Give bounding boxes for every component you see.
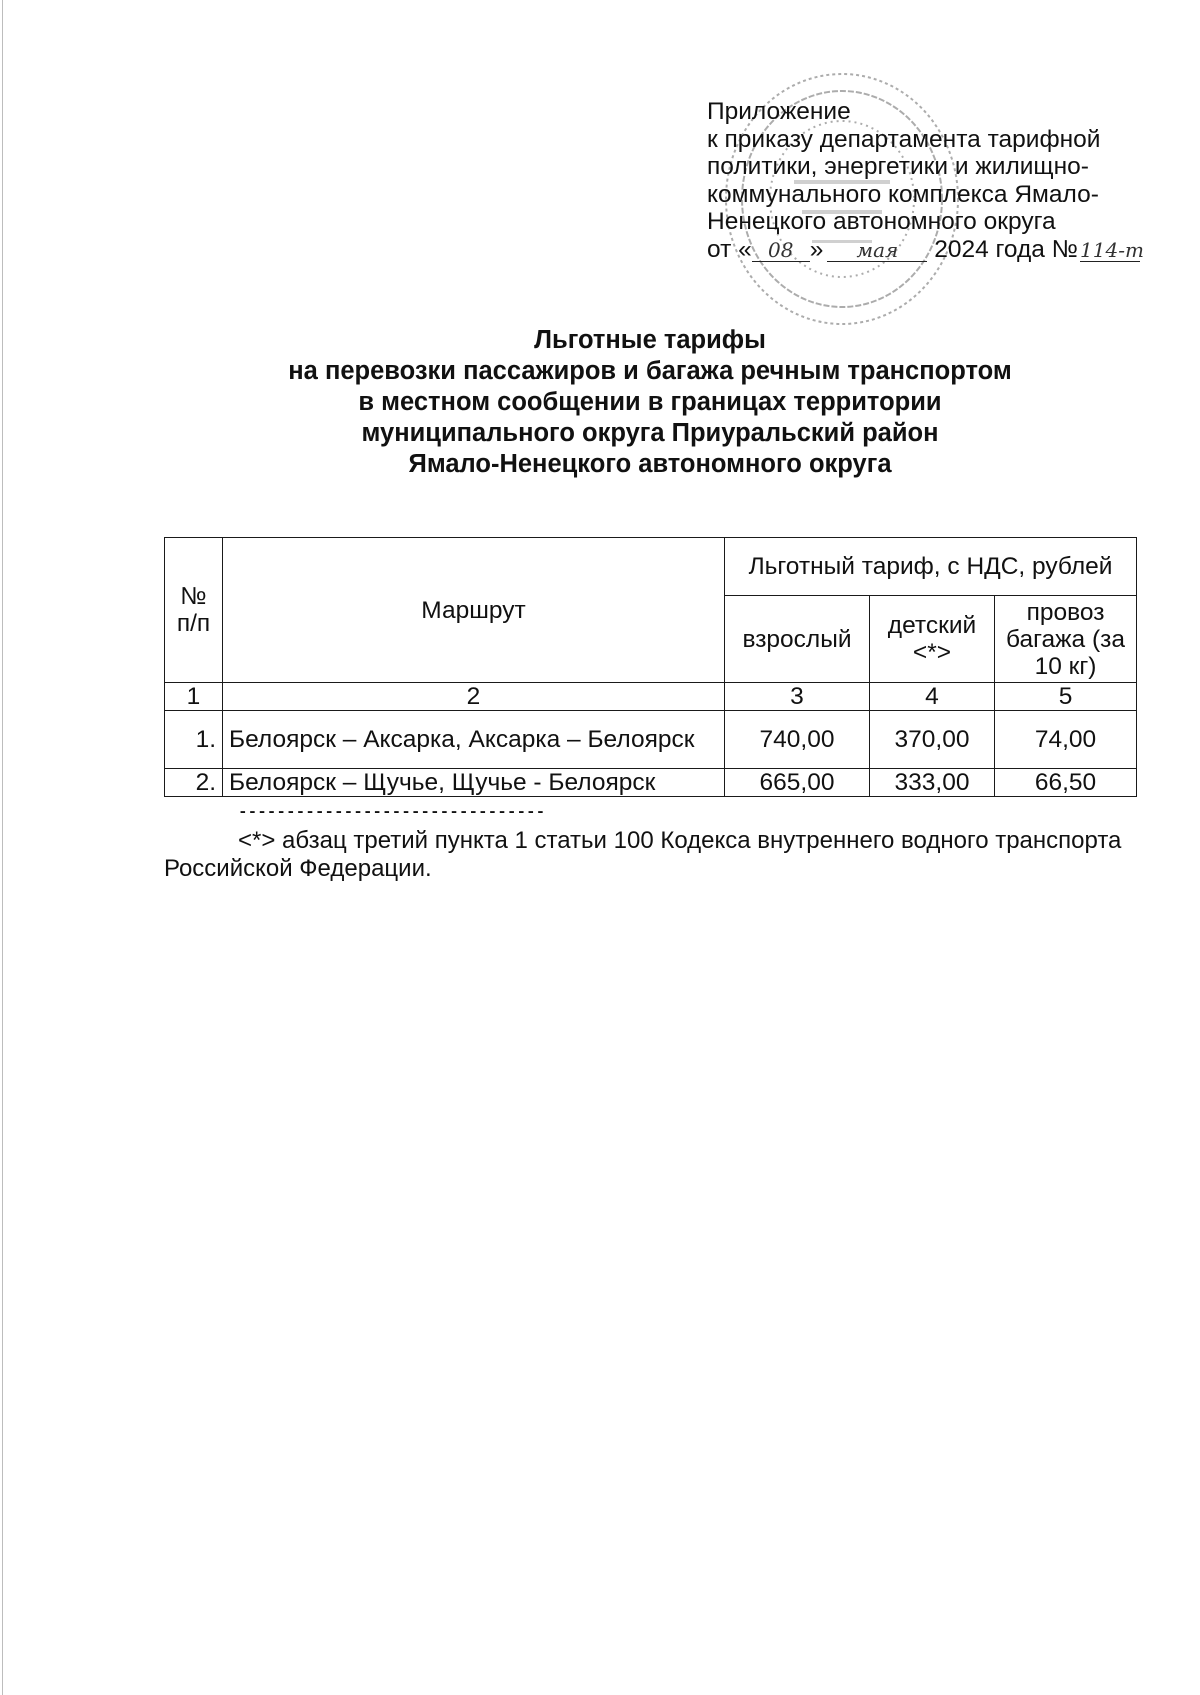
date-month-handwritten: мая bbox=[827, 239, 927, 262]
scan-edge-line bbox=[2, 0, 3, 1695]
header-route: Маршрут bbox=[223, 538, 725, 683]
row-route: Белоярск – Аксарка, Аксарка – Белоярск bbox=[223, 711, 725, 769]
row-baggage: 74,00 bbox=[995, 711, 1137, 769]
attachment-block bbox=[707, 98, 1167, 263]
date-day-handwritten: 08 bbox=[752, 239, 810, 262]
title-line: в местном сообщении в границах территории bbox=[358, 388, 942, 416]
attachment-date-line bbox=[707, 236, 1167, 264]
row-child: 370,00 bbox=[870, 711, 995, 769]
attachment-line: политики, энергетики и жилищно- bbox=[707, 153, 1089, 180]
table-row bbox=[165, 711, 1137, 769]
row-child: 333,00 bbox=[870, 769, 995, 797]
title-line: муниципального округа Приуральский район bbox=[361, 419, 939, 447]
header-child: детский <*> bbox=[870, 596, 995, 683]
attachment-line: Ненецкого автономного округа bbox=[707, 208, 1056, 235]
row-route: Белоярск – Щучье, Щучье - Белоярск bbox=[223, 769, 725, 797]
date-suffix: 2024 года № bbox=[927, 235, 1079, 263]
row-num: 1. bbox=[165, 711, 223, 769]
column-number-row bbox=[165, 683, 1137, 711]
row-num: 2. bbox=[165, 769, 223, 797]
footnote-separator: -------------------------------- bbox=[238, 803, 546, 821]
header-tariff-group: Льготный тариф, с НДС, рублей bbox=[725, 538, 1137, 596]
date-mid: » bbox=[809, 235, 824, 263]
attachment-line: коммунального комплекса Ямало- bbox=[707, 180, 1099, 208]
title-line: Льготные тарифы bbox=[534, 326, 766, 354]
order-number-handwritten: 114-т bbox=[1080, 237, 1144, 262]
date-prefix: от « bbox=[707, 235, 752, 263]
header-adult: взрослый bbox=[725, 596, 870, 683]
document-title bbox=[160, 325, 1140, 480]
tariffs-table bbox=[164, 537, 1137, 797]
attachment-heading: Приложение bbox=[707, 98, 851, 125]
header-baggage: провоз багажа (за 10 кг) bbox=[995, 596, 1137, 683]
row-baggage: 66,50 bbox=[995, 769, 1137, 797]
column-number: 3 bbox=[725, 683, 870, 711]
column-number: 5 bbox=[995, 683, 1137, 711]
column-number: 1 bbox=[165, 683, 223, 711]
row-adult: 740,00 bbox=[725, 711, 870, 769]
row-adult: 665,00 bbox=[725, 769, 870, 797]
header-num: № п/п bbox=[165, 538, 223, 683]
title-line: на перевозки пассажиров и багажа речным транспортом bbox=[288, 357, 1012, 385]
table-row bbox=[165, 769, 1137, 797]
attachment-line: к приказу департамента тарифной bbox=[707, 125, 1101, 153]
footnote-text: <*> абзац третий пункта 1 статьи 100 Кодекса внутреннего водного транспорта Российской Федерации. bbox=[164, 827, 1122, 882]
column-number: 2 bbox=[223, 683, 725, 711]
title-line: Ямало-Ненецкого автономного округа bbox=[408, 450, 892, 478]
column-number: 4 bbox=[870, 683, 995, 711]
